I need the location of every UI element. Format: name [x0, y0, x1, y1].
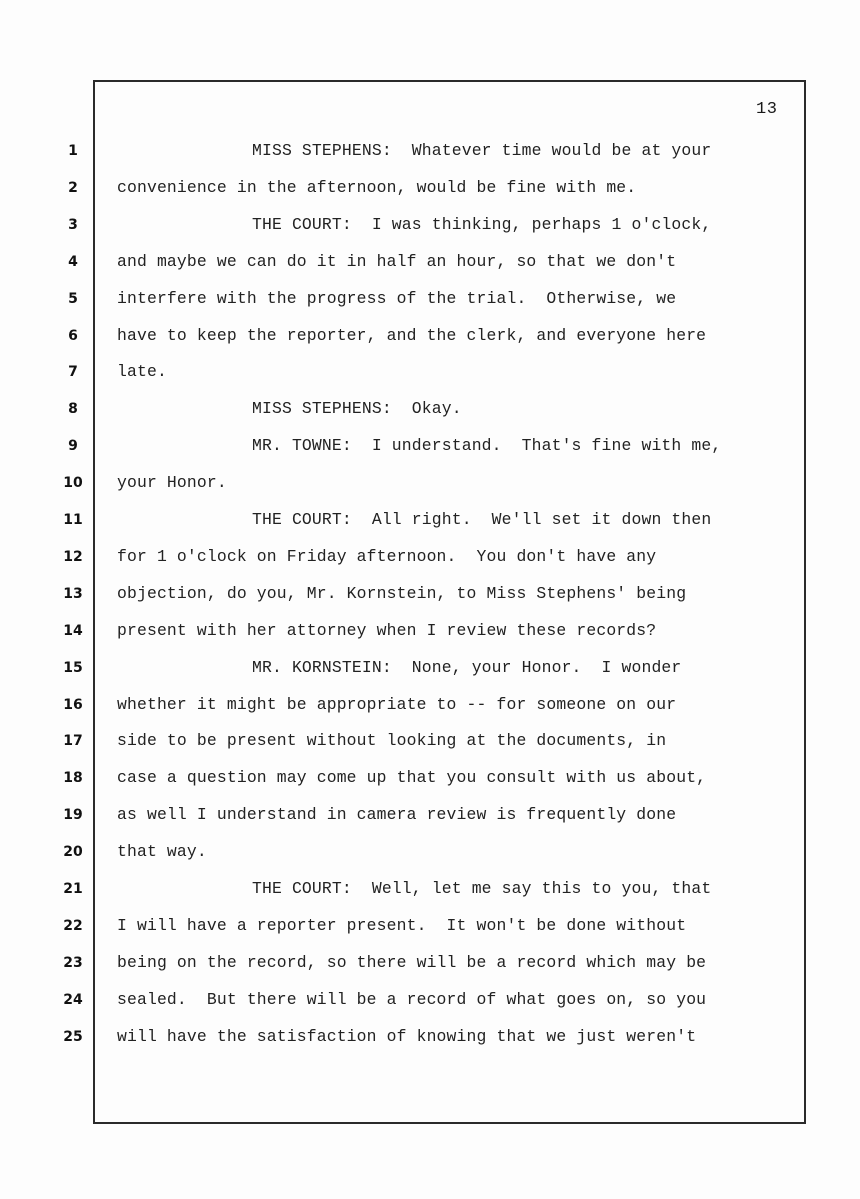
transcript-line: interfere with the progress of the trial. Otherwise, we	[117, 288, 677, 308]
transcript-line: MISS STEPHENS: Okay.	[252, 399, 462, 419]
transcript-line: THE COURT: Well, let me say this to you, that	[252, 879, 712, 898]
transcript-line: whether it might be appropriate to -- for someone on our	[117, 694, 677, 714]
transcript-line: MISS STEPHENS: Whatever time would be at your	[252, 141, 712, 160]
transcript-line: MR. TOWNE: I understand. That's fine with me,	[252, 436, 722, 456]
line-number: 4	[68, 253, 78, 270]
transcript-line: as well I understand in camera review is frequently done	[117, 805, 677, 825]
line-number: 6	[68, 327, 78, 344]
line-number: 16	[63, 696, 83, 713]
line-number: 8	[68, 401, 78, 418]
transcript-line: side to be present without looking at the documents, in	[117, 731, 667, 751]
line-number: 20	[63, 844, 83, 861]
transcript-line: THE COURT: I was thinking, perhaps 1 o'clock,	[252, 214, 712, 234]
transcript-line: THE COURT: All right. We'll set it down then	[252, 510, 712, 529]
line-number: 10	[63, 475, 83, 492]
transcript-line: being on the record, so there will be a record which may be	[117, 952, 707, 972]
transcript-line: for 1 o'clock on Friday afternoon. You don't have any	[117, 546, 657, 566]
line-number: 24	[63, 991, 83, 1008]
line-number: 22	[63, 917, 83, 934]
transcript-line: sealed. But there will be a record of what goes on, so you	[117, 989, 707, 1009]
line-number: 7	[68, 364, 78, 381]
line-number: 19	[63, 807, 83, 824]
transcript-line: MR. KORNSTEIN: None, your Honor. I wonder	[252, 657, 682, 677]
line-number: 17	[63, 733, 83, 750]
transcript-line: present with her attorney when I review these records?	[117, 620, 657, 640]
transcript-line: late.	[117, 362, 167, 382]
line-number: 2	[68, 179, 78, 196]
transcript-line: your Honor.	[117, 473, 227, 493]
transcript-line: have to keep the reporter, and the clerk, and everyone here	[117, 325, 707, 345]
line-number: 15	[63, 659, 83, 676]
line-number: 5	[68, 290, 78, 307]
line-number: 14	[63, 622, 83, 639]
line-number: 25	[63, 1028, 83, 1045]
line-number: 21	[63, 881, 83, 897]
line-number: 9	[68, 438, 78, 455]
transcript-line: convenience in the afternoon, would be fine with me.	[117, 177, 637, 197]
page-number: 13	[756, 100, 778, 119]
line-number: 23	[63, 954, 83, 971]
line-number: 13	[63, 585, 83, 602]
line-number: 12	[63, 548, 83, 565]
line-number: 1	[68, 143, 78, 159]
line-number: 18	[63, 770, 83, 787]
transcript-line: I will have a reporter present. It won't be done without	[117, 915, 687, 935]
line-number: 11	[63, 512, 83, 528]
transcript-line: case a question may come up that you consult with us about,	[117, 768, 707, 788]
transcript-line: objection, do you, Mr. Kornstein, to Miss Stephens' being	[117, 583, 687, 603]
transcript-line: and maybe we can do it in half an hour, so that we don't	[117, 251, 677, 271]
transcript-line: will have the satisfaction of knowing that we just weren't	[117, 1026, 697, 1046]
line-number: 3	[68, 216, 78, 233]
transcript-line: that way.	[117, 842, 207, 862]
